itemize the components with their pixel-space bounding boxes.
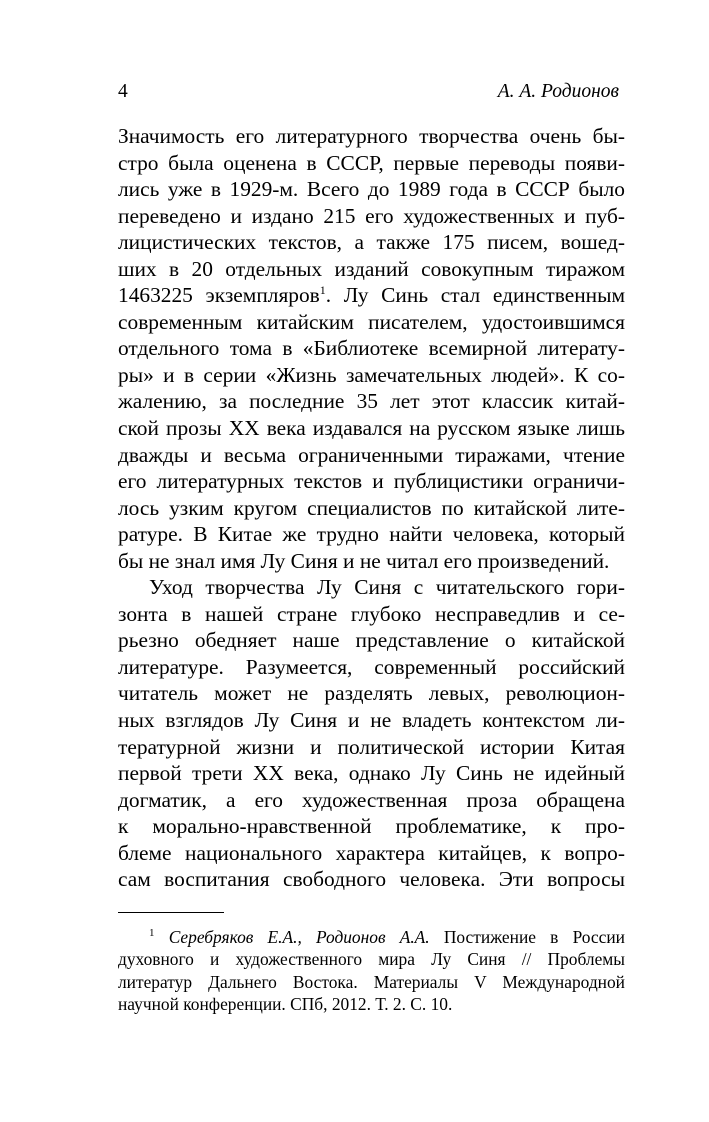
- footnote-divider: [118, 912, 224, 913]
- text-line: стро была оценена в СССР, первые переводы появи-: [118, 150, 625, 175]
- footnote-line: духовного и художественного мира Лу Синя // Проблемы: [118, 949, 625, 970]
- text-line: ры» и в серии «Жизнь замечательных людей». К со-: [118, 362, 625, 387]
- footnote-marker: 1: [149, 927, 155, 939]
- text-line: ных взглядов Лу Синя и не владеть контекстом ли-: [118, 708, 625, 733]
- text-line: рьезно обедняет наше представление о китайской: [118, 628, 625, 653]
- page-number: 4: [118, 81, 128, 102]
- footnote-line: литератур Дальнего Востока. Материалы V Международной: [118, 971, 625, 992]
- text-line: литературе. Разумеется, современный российский: [118, 654, 625, 679]
- text-line: бы не знал имя Лу Синя и не читал его произведений.: [118, 548, 610, 573]
- text-line: его литературных текстов и публицистики ограничи-: [118, 469, 625, 494]
- text-line: жалению, за последние 35 лет этот классик китай-: [118, 389, 625, 414]
- text-line: дважды и весьма ограниченными тиражами, чтение: [118, 442, 625, 467]
- body-text: [118, 123, 625, 893]
- text-line: блеме национального характера китайцев, к вопро-: [118, 840, 625, 865]
- text-line: Уход творчества Лу Синя с читательского гори-: [149, 575, 625, 600]
- text-line: читатель может не разделять левых, революцион-: [118, 681, 625, 706]
- text-segment: . Лу Синь стал единственным: [325, 283, 625, 308]
- footnote-text: Постижение в России: [429, 927, 625, 947]
- text-line: зонта в нашей стране глубоко несправедлив и се-: [118, 601, 625, 626]
- text-line: ратуре. В Китае же трудно найти человека, который: [118, 522, 625, 547]
- text-line: современным китайским писателем, удостоившимся: [118, 309, 625, 334]
- footnote-line: научной конференции. СПб, 2012. Т. 2. С. 10.: [118, 993, 453, 1014]
- text-line: к морально-нравственной проблематике, к про-: [118, 814, 625, 839]
- running-head: [118, 81, 619, 107]
- text-line-with-footnote: [118, 282, 625, 309]
- footnote: [118, 926, 625, 1015]
- text-line: переведено и издано 215 его художественных и пуб-: [118, 203, 625, 228]
- text-line: первой трети XX века, однако Лу Синь не идейный: [118, 761, 625, 786]
- footnote-authors: Серебряков Е.А., Родионов А.А.: [168, 927, 430, 947]
- text-line: сам воспитания свободного человека. Эти вопросы: [118, 867, 625, 892]
- text-line: тературной жизни и политической истории Китая: [118, 734, 625, 759]
- text-line: лицистических текстов, а также 175 писем, вошед-: [118, 230, 625, 255]
- text-line: Значимость его литературного творчества очень бы-: [118, 124, 625, 148]
- footnote-reference[interactable]: 1: [319, 283, 326, 298]
- footnote-line: [118, 926, 625, 948]
- text-segment: 1463225 экземпляров: [118, 283, 320, 308]
- text-line: лись уже в 1929-м. Всего до 1989 года в СССР было: [118, 177, 625, 202]
- text-line: ших в 20 отдельных изданий совокупным тиражом: [118, 256, 625, 281]
- text-line: догматик, а его художественная проза обращена: [118, 787, 625, 812]
- text-line: ской прозы XX века издавался на русском языке лишь: [118, 416, 625, 441]
- running-title: А. А. Родионов: [497, 81, 619, 102]
- text-line: лось узким кругом специалистов по китайской лите-: [118, 495, 625, 520]
- text-line: отдельного тома в «Библиотеке всемирной литерату-: [118, 336, 625, 361]
